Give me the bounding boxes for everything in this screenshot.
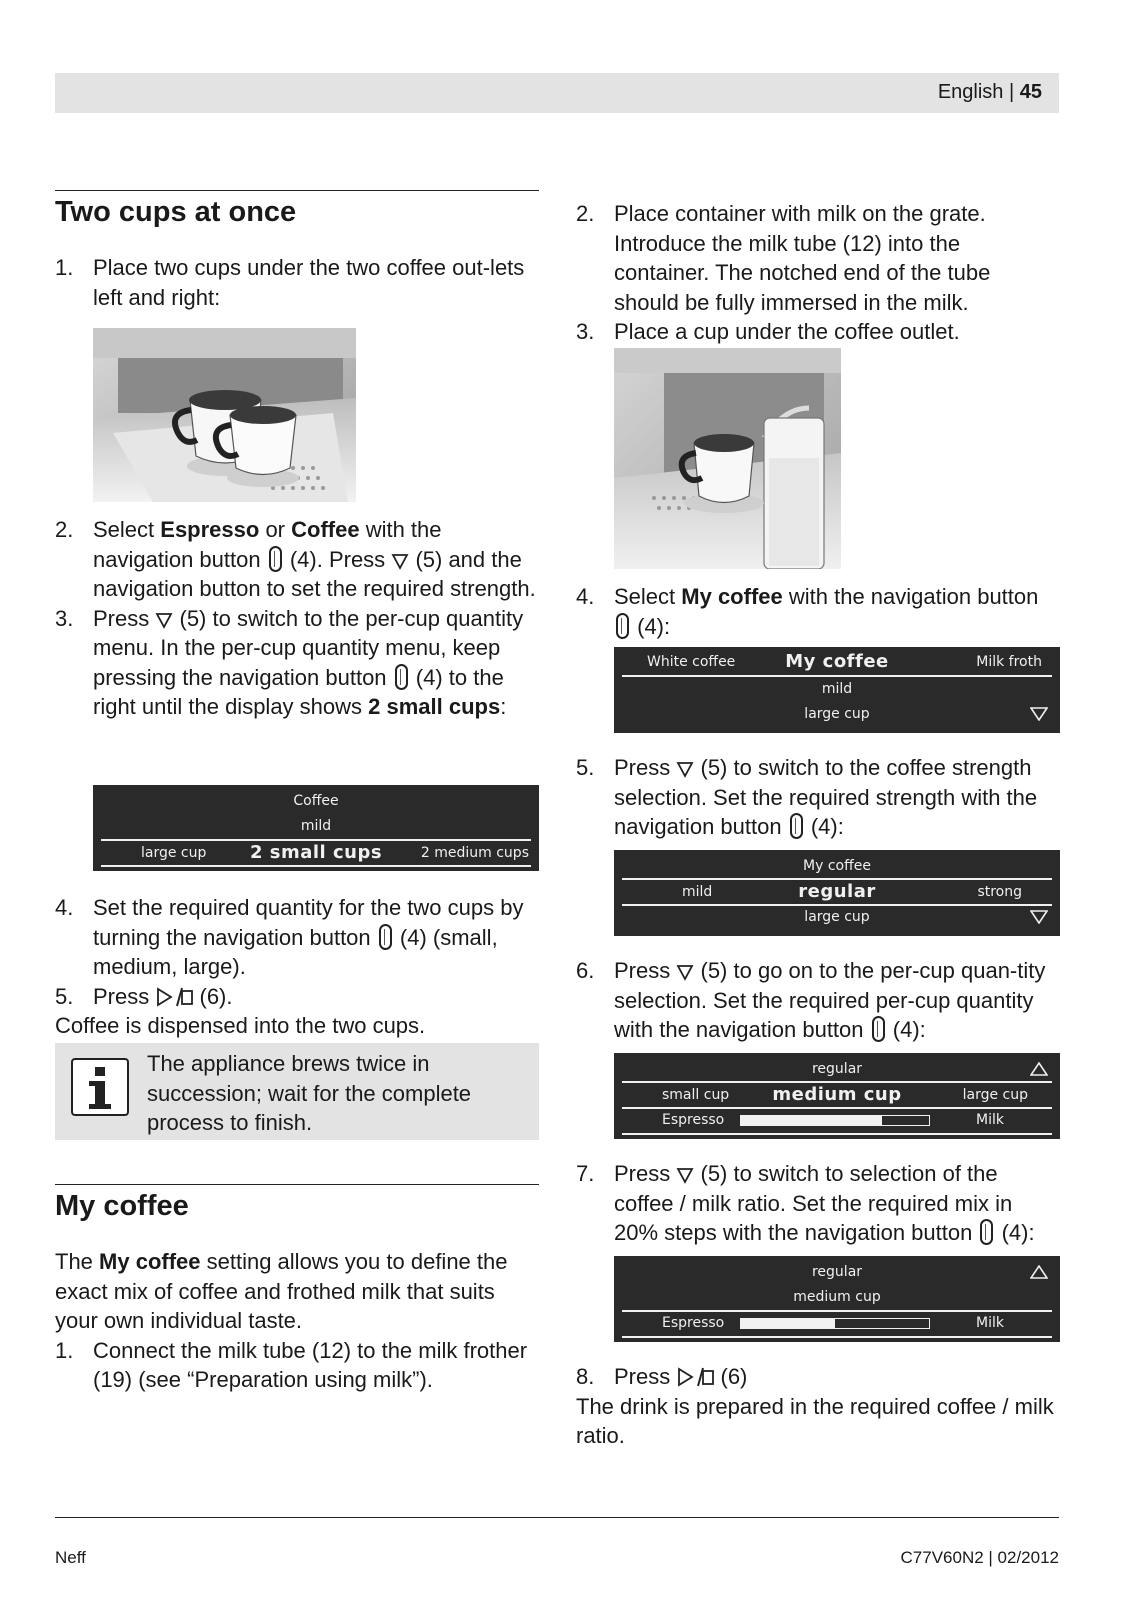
display-option-right: large cup (962, 1087, 1028, 1103)
step-text: with the navigation button (93, 517, 442, 572)
display-title: My coffee (803, 858, 871, 874)
step-text: (6) (720, 1364, 748, 1389)
navigation-button-icon (872, 1016, 885, 1042)
bar-label-milk: Milk (976, 1112, 1004, 1128)
step-text: or (259, 517, 292, 542)
right-column-step4 (576, 582, 1060, 641)
list-item (576, 199, 1060, 317)
step-text: (4) (small, medium, large). (93, 924, 498, 979)
footer-divider (55, 1517, 1059, 1518)
display-option-left: large cup (141, 845, 207, 861)
left-column-my-coffee (55, 1184, 539, 1395)
bar-label-espresso: Espresso (662, 1112, 725, 1128)
page-number: 45 (1019, 81, 1042, 103)
header-label (938, 81, 1042, 104)
navigation-button-icon (616, 613, 629, 639)
bar-label-espresso: Espresso (662, 1315, 725, 1331)
language-label: English (937, 81, 1004, 103)
step-number: 7. (576, 1161, 595, 1186)
list-item (576, 956, 1060, 1045)
display-divider (622, 1133, 1052, 1135)
step-text: (5) to switch to the coffee strength selection. Set the required strength with the navigation button (614, 755, 1038, 839)
display-size: large cup (804, 706, 870, 722)
two-cups-photo (93, 328, 356, 502)
step-number: 1. (55, 1337, 74, 1363)
left-column-steps (55, 515, 539, 722)
navigation-button-icon (395, 664, 408, 690)
ratio-bar-fill (741, 1319, 835, 1328)
display-option-left: mild (682, 884, 713, 900)
display-strength: mild (300, 818, 332, 834)
intro-text: setting allows you to define the exact mix of coffee and frothed milk that suits your own individual taste. (55, 1249, 508, 1333)
intro-paragraph (55, 1247, 539, 1336)
step-text: (4): (892, 1017, 926, 1042)
step-number: 2. (576, 201, 595, 226)
step-text: (4): (810, 814, 844, 839)
step-text: : (500, 694, 507, 719)
display-option-right: 2 medium cups (420, 845, 529, 861)
down-triangle-icon (155, 611, 173, 629)
display-strength: regular (811, 1264, 863, 1280)
right-column-step8 (576, 1362, 1060, 1451)
display-title: Coffee (293, 793, 339, 809)
navigation-button-icon (980, 1219, 993, 1245)
step-text: Press (93, 605, 150, 631)
display-option-selected: regular (798, 881, 876, 902)
down-triangle-icon (676, 1166, 694, 1184)
separator: | (1008, 81, 1015, 103)
list-item (55, 515, 539, 604)
list-item (576, 1362, 1060, 1392)
right-column-step6 (576, 956, 1060, 1045)
display-option-left: White coffee (647, 654, 736, 670)
list-item (55, 253, 539, 312)
right-column-step7 (576, 1159, 1060, 1248)
step-text: with the navigation button (782, 584, 1039, 609)
display-option-selected: medium cup (772, 1084, 902, 1105)
display-option-selected: 2 small cups (249, 842, 383, 863)
footer-model: C77V60N2 | 02/2012 (900, 1548, 1059, 1567)
step-number: 4. (576, 584, 595, 609)
display-divider (622, 1336, 1052, 1338)
list-item (55, 1336, 539, 1395)
start-stop-icon (155, 987, 193, 1007)
step-text: Press (614, 958, 671, 983)
up-triangle-icon (1030, 1062, 1048, 1076)
step-text: Select (93, 517, 161, 542)
espresso-label: Espresso (160, 517, 260, 542)
left-column-steps-2 (55, 893, 539, 1041)
navigation-button-icon (269, 546, 282, 572)
two-small-cups-label: 2 small cups (368, 694, 501, 719)
step-text: (4) to the right until the display shows (93, 664, 504, 719)
display-strength-select (614, 850, 1060, 936)
coffee-label: Coffee (291, 517, 360, 542)
my-coffee-label: My coffee (99, 1249, 201, 1274)
step-number: 3. (576, 319, 595, 344)
step-number: 8. (576, 1364, 595, 1389)
start-stop-icon (676, 1367, 714, 1387)
list-item (55, 893, 539, 982)
right-column-step5 (576, 753, 1060, 842)
section-title-two-cups: Two cups at once (55, 196, 297, 228)
section-divider (55, 1184, 539, 1185)
bar-label-milk: Milk (976, 1315, 1004, 1331)
display-size: large cup (804, 909, 870, 925)
down-triangle-icon (676, 760, 694, 778)
down-triangle-icon (1030, 707, 1048, 721)
display-option-right: strong (977, 884, 1022, 900)
step-text: (5) and the navigation button to set the required strength. (93, 546, 536, 601)
down-triangle-icon (391, 552, 409, 570)
info-icon (71, 1058, 129, 1116)
result-text: Coffee is dispensed into the two cups. (55, 1013, 426, 1038)
right-column (576, 199, 1060, 347)
down-triangle-icon (676, 963, 694, 981)
section-title-my-coffee: My coffee (55, 1190, 189, 1222)
list-item (576, 582, 1060, 641)
step-text: (4): (637, 613, 671, 639)
step-number: 6. (576, 958, 595, 983)
display-strength: mild (821, 681, 853, 697)
display-size: medium cup (793, 1289, 881, 1305)
display-option-left: small cup (662, 1087, 730, 1103)
my-coffee-label: My coffee (681, 584, 783, 609)
step-text: (4). Press (289, 546, 386, 572)
ratio-bar-fill (741, 1116, 882, 1125)
list-item (576, 1159, 1060, 1248)
step-text: (5) to switch to selection of the coffee / milk ratio. Set the required mix in 20% steps with the navigation button (614, 1161, 1013, 1245)
page-header (55, 73, 1059, 113)
display-my-coffee-select (614, 647, 1060, 733)
list-item (55, 982, 539, 1012)
step-number: 3. (55, 605, 74, 631)
list-item (55, 604, 539, 722)
down-triangle-icon (1030, 910, 1048, 924)
info-text: The appliance brews twice in succession; wait for the complete process to finish. (147, 1051, 472, 1135)
list-item (576, 317, 1060, 347)
step-text: (4): (1001, 1220, 1035, 1245)
display-ratio-select (614, 1256, 1060, 1342)
display-option-selected: My coffee (785, 651, 889, 672)
step-text: (5) to go on to the per-cup quan-tity selection. Set the required per-cup quantity with the navigation button (614, 958, 1046, 1042)
step-number: 5. (576, 755, 595, 780)
step-text: Place two cups under the two coffee out-lets left and right: (93, 255, 525, 310)
step-text: Place container with milk on the grate. Introduce the milk tube (12) into the container. The notched end of the tube should be fully immersed in the milk. (614, 201, 991, 315)
step-number: 4. (55, 895, 74, 920)
coffee-milk-ratio-bar (740, 1115, 930, 1126)
coffee-milk-ratio-bar (740, 1318, 930, 1329)
section-divider (55, 190, 539, 191)
navigation-button-icon (379, 924, 392, 950)
display-option-right: Milk froth (976, 654, 1042, 670)
display-quantity-select (614, 1053, 1060, 1139)
step-text: Press (614, 755, 671, 780)
display-two-small-cups (93, 785, 539, 871)
up-triangle-icon (1030, 1265, 1048, 1279)
step-text: Press (614, 1364, 671, 1389)
step-text: Select (614, 584, 682, 609)
footer-brand: Neff (55, 1548, 86, 1567)
step-text: Connect the milk tube (12) to the milk frother (19) (see “Preparation using milk”). (93, 1337, 528, 1392)
step-text: Press (93, 983, 150, 1009)
step-number: 2. (55, 517, 74, 542)
result-text: The drink is prepared in the required coffee / milk ratio. (576, 1393, 1054, 1448)
single-cup-photo (614, 348, 841, 569)
left-column (55, 190, 539, 312)
step-text: (5) to switch to the per-cup quantity menu. In the per-cup quantity menu, keep pressing the navigation button (93, 605, 524, 690)
step-text: Set the required quantity for the two cups by turning the navigation button (93, 895, 524, 950)
step-number: 5. (55, 983, 74, 1009)
info-box (55, 1043, 539, 1140)
navigation-button-icon (790, 813, 803, 839)
step-text: (6). (199, 983, 233, 1009)
display-divider (101, 865, 531, 867)
step-text: Place a cup under the coffee outlet. (614, 319, 960, 344)
step-text: Press (614, 1161, 671, 1186)
step-number: 1. (55, 255, 74, 280)
list-item (576, 753, 1060, 842)
display-strength: regular (811, 1061, 863, 1077)
intro-text: The (55, 1249, 100, 1274)
